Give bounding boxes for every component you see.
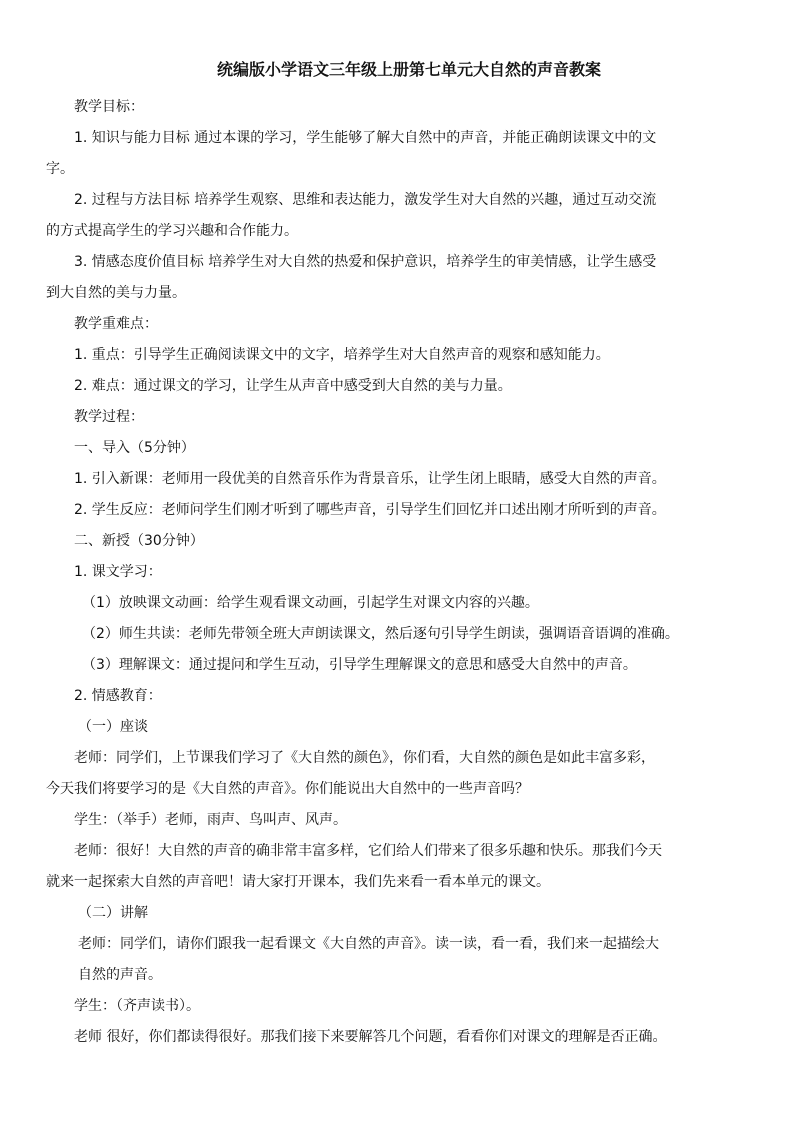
- paragraph-line: 2. 难点：通过课文的学习，让学生从声音中感受到大自然的美与力量。: [74, 378, 512, 394]
- paragraph-line: 2. 过程与方法目标 培养学生观察、思维和表达能力，激发学生对大自然的兴趣，通过互动交流: [74, 192, 657, 208]
- document-body: [46, 92, 754, 1053]
- paragraph-line: 1. 引入新课：老师用一段优美的自然音乐作为背景音乐，让学生闭上眼睛，感受大自然的声音。: [74, 471, 666, 487]
- paragraph-line: 1. 重点：引导学生正确阅读课文中的文字，培养学生对大自然声音的观察和感知能力。: [74, 347, 610, 363]
- paragraph-line: 老师 很好，你们都读得很好。那我们接下来要解答几个问题，看看你们对课文的理解是否正确。: [74, 1029, 667, 1045]
- paragraph-line: 老师：很好！大自然的声音的确非常丰富多样，它们给人们带来了很多乐趣和快乐。那我们今天: [74, 843, 662, 859]
- paragraph-line: （2）师生共读：老师先带领全班大声朗读课文，然后逐句引导学生朗读，强调语音语调的准确。: [82, 626, 679, 642]
- paragraph-line: （1）放映课文动画：给学生观看课文动画，引起学生对课文内容的兴趣。: [82, 595, 539, 611]
- paragraph-line: 的方式提高学生的学习兴趣和合作能力。: [46, 223, 298, 239]
- paragraph-line: 学生：（举手）老师，雨声、鸟叫声、风声。: [74, 812, 347, 828]
- paragraph-line: 今天我们将要学习的是《大自然的声音》。你们能说出大自然中的一些声音吗？: [46, 781, 529, 797]
- paragraph-line: 教学重难点：: [74, 316, 158, 332]
- paragraph-line: 老师：同学们，请你们跟我一起看课文《大自然的声音》。读一读，看一看，我们来一起描绘大: [78, 936, 659, 952]
- paragraph-line: 学生：（齐声读书）。: [74, 998, 200, 1014]
- paragraph-line: 二、新授（30分钟）: [74, 533, 204, 549]
- paragraph-line: 就来一起探索大自然的声音吧！请大家打开课本，我们先来看一看本单元的课文。: [46, 874, 550, 890]
- paragraph-line: 老师：同学们，上节课我们学习了《大自然的颜色》，你们看，大自然的颜色是如此丰富多彩，: [74, 750, 655, 766]
- paragraph-line: 字。: [46, 161, 74, 177]
- paragraph-line: （二）讲解: [78, 905, 148, 921]
- paragraph-line: 3. 情感态度价值目标 培养学生对大自然的热爱和保护意识，培养学生的审美情感，让学生感受: [74, 254, 657, 270]
- paragraph-line: （一）座谈: [78, 719, 148, 735]
- paragraph-line: 到大自然的美与力量。: [46, 285, 186, 301]
- page-title: 统编版小学语文三年级上册第七单元大自然的声音教案: [216, 60, 601, 79]
- paragraph-line: 1. 知识与能力目标 通过本课的学习，学生能够了解大自然中的声音，并能正确朗读课文中的文: [74, 130, 657, 146]
- paragraph-line: 2. 学生反应：老师问学生们刚才听到了哪些声音，引导学生们回忆并口述出刚才所听到的声音。: [74, 502, 666, 518]
- paragraph-line: 教学目标：: [74, 99, 144, 115]
- paragraph-line: （3）理解课文：通过提问和学生互动，引导学生理解课文的意思和感受大自然中的声音。: [82, 657, 637, 673]
- paragraph-line: 1. 课文学习：: [74, 564, 162, 580]
- paragraph-line: 自然的声音。: [78, 967, 162, 983]
- paragraph-line: 一、导入（5分钟）: [74, 440, 195, 456]
- paragraph-line: 教学过程：: [74, 409, 144, 425]
- paragraph-line: 2. 情感教育：: [74, 688, 162, 704]
